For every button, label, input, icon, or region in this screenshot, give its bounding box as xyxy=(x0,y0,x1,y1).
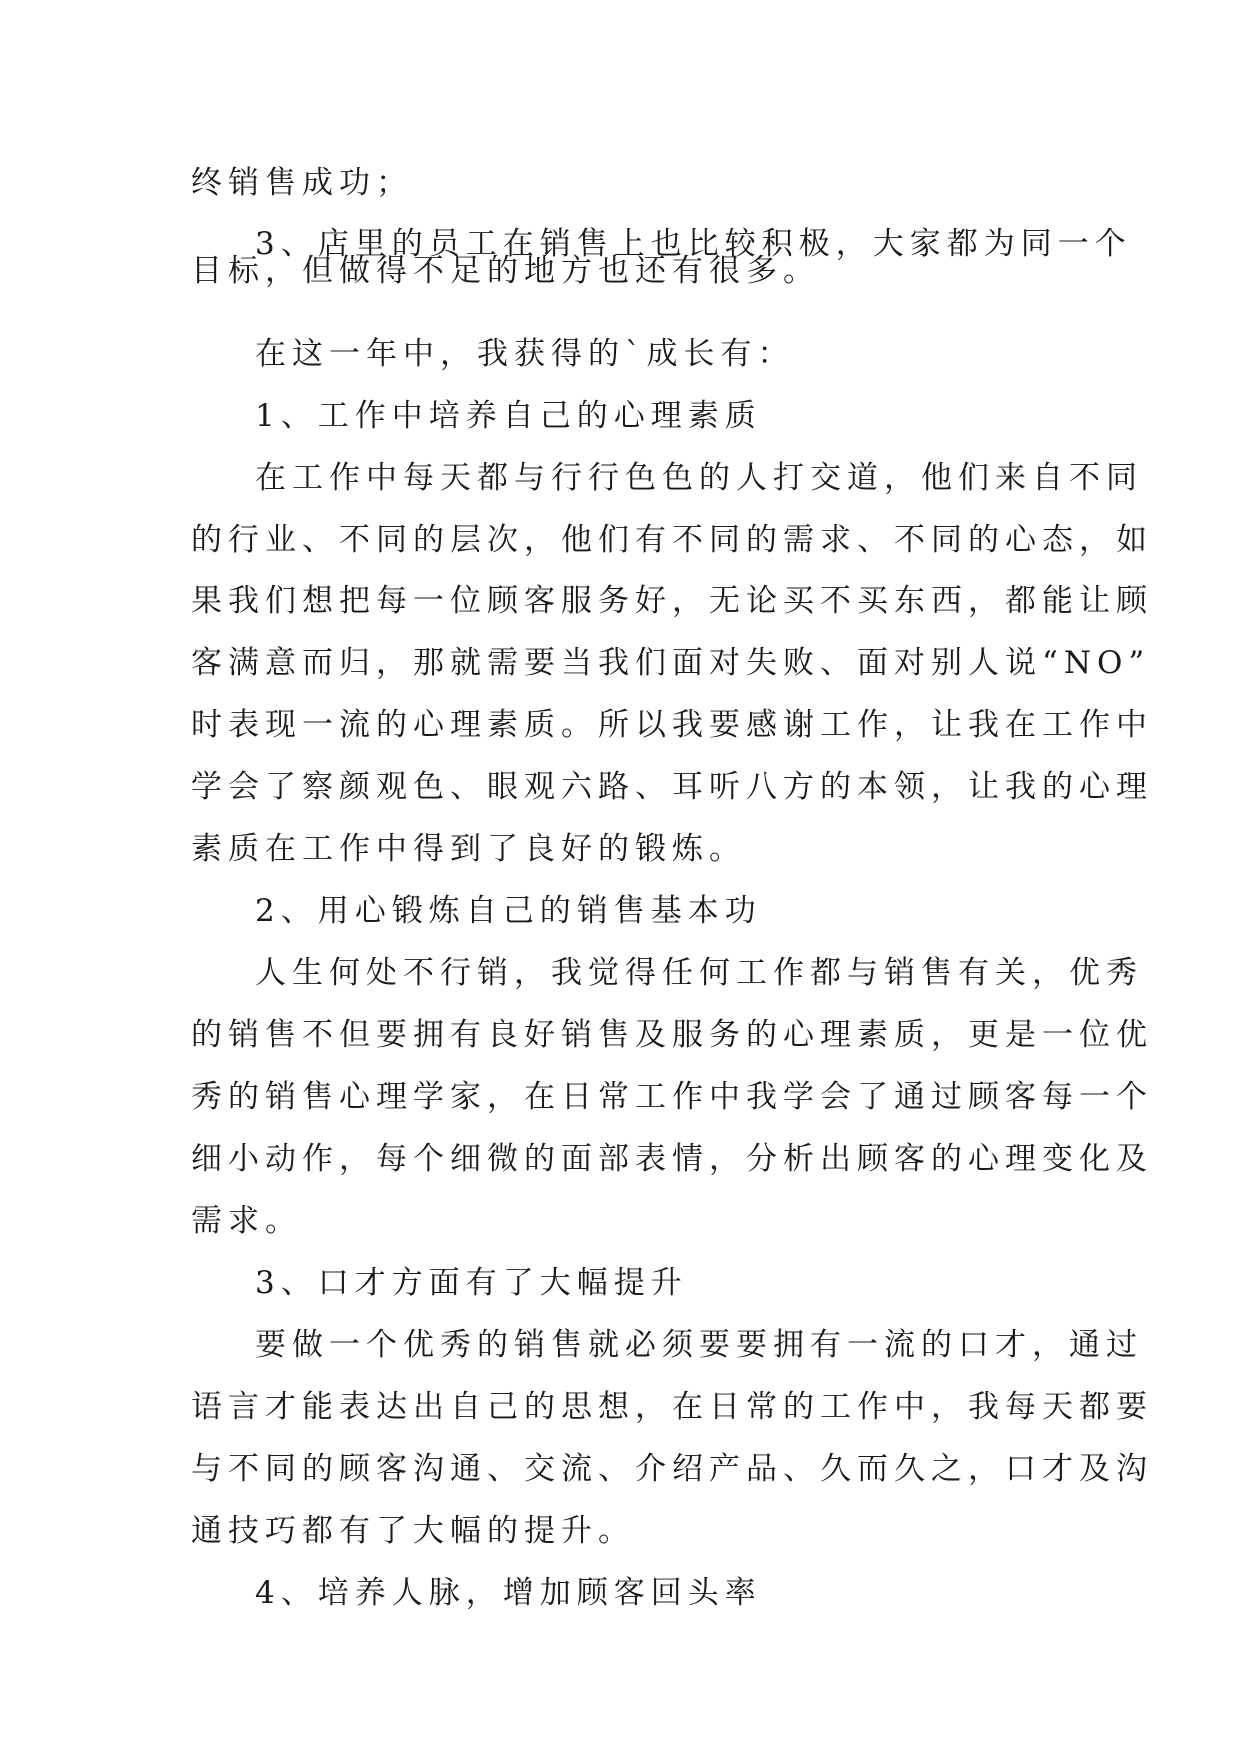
section-heading: 1、工作中培养自己的心理素质 xyxy=(255,398,762,434)
section-heading: 3、口才方面有了大幅提升 xyxy=(255,1265,688,1301)
body-line: 秀的销售心理学家，在日常工作中我学会了通过顾客每一个 xyxy=(191,1079,1153,1115)
body-line: 素质在工作中得到了良好的锻炼。 xyxy=(191,831,746,867)
body-line: 目标，但做得不足的地方也还有很多。 xyxy=(191,253,820,289)
body-line: 与不同的顾客沟通、交流、介绍产品、久而久之，口才及沟 xyxy=(191,1451,1153,1487)
body-line: 的销售不但要拥有良好销售及服务的心理素质，更是一位优 xyxy=(191,1017,1153,1053)
section-heading: 2、用心锻炼自己的销售基本功 xyxy=(255,893,762,929)
body-line: 人生何处不行销，我觉得任何工作都与销售有关，优秀 xyxy=(255,955,1143,991)
body-line: 要做一个优秀的销售就必须要要拥有一流的口才，通过 xyxy=(255,1327,1143,1363)
body-line: 语言才能表达出自己的思想，在日常的工作中，我每天都要 xyxy=(191,1389,1153,1425)
body-line: 时表现一流的心理素质。所以我要感谢工作，让我在工作中 xyxy=(191,707,1153,743)
body-line: 果我们想把每一位顾客服务好，无论买不买东西，都能让顾 xyxy=(191,583,1153,619)
body-line: 终销售成功； xyxy=(191,165,413,201)
body-line: 需求。 xyxy=(191,1203,302,1239)
body-line: 通技巧都有了大幅的提升。 xyxy=(191,1513,635,1549)
body-line: 学会了察颜观色、眼观六路、耳听八方的本领，让我的心理 xyxy=(191,769,1153,805)
body-line: 的行业、不同的层次，他们有不同的需求、不同的心态，如 xyxy=(191,522,1153,558)
body-line: 细小动作，每个细微的面部表情，分析出顾客的心理变化及 xyxy=(191,1141,1153,1177)
section-heading: 4、培养人脉，增加顾客回头率 xyxy=(255,1575,762,1611)
body-line: 在这一年中，我获得的`成长有： xyxy=(255,336,795,372)
list-item-heading: 3、店里的员工在销售上也比较积极，大家都为同一个 xyxy=(255,226,1132,262)
body-line: 客满意而归，那就需要当我们面对失败、面对别人说“NO” xyxy=(191,645,1151,681)
body-line: 在工作中每天都与行行色色的人打交道，他们来自不同 xyxy=(255,460,1143,496)
